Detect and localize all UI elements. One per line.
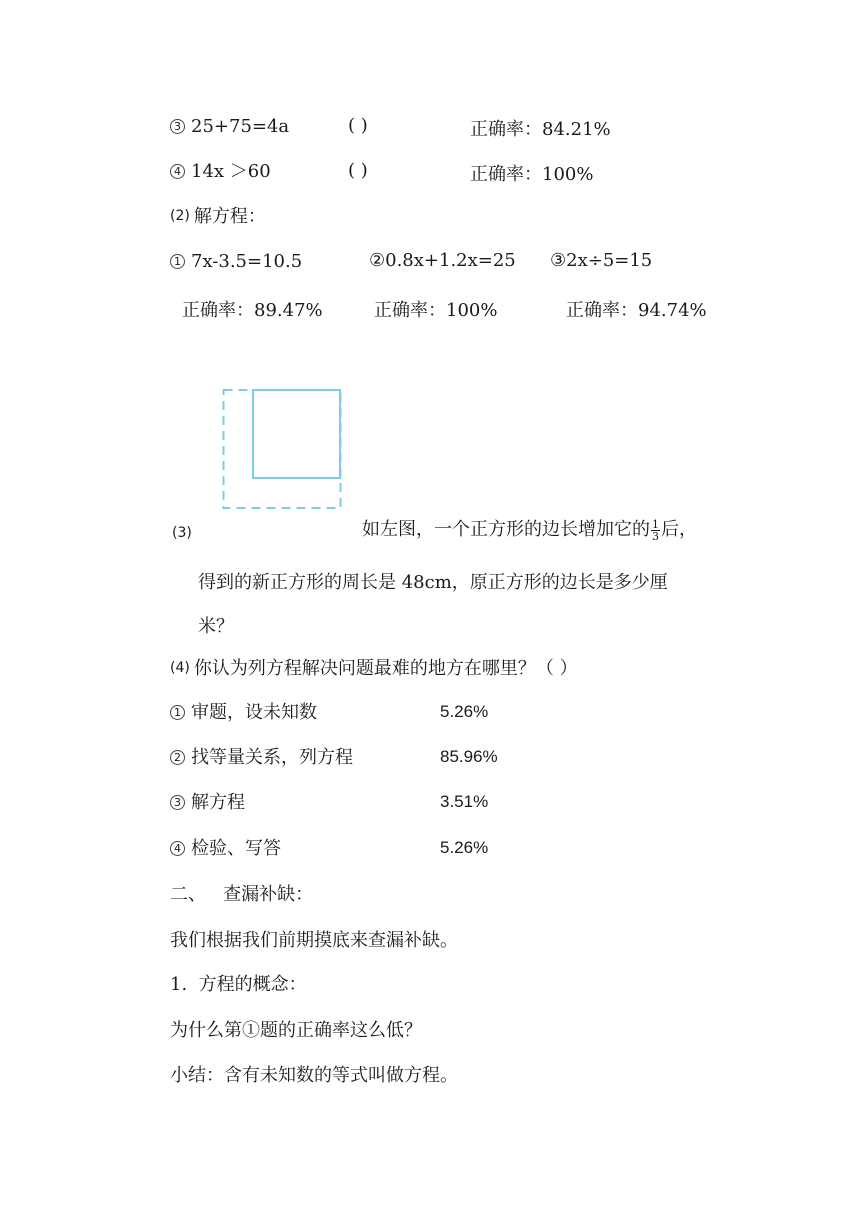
subsection-heading: 1. 方程的概念： [170, 974, 307, 995]
circled-number: 2 [170, 750, 185, 765]
question-text: 你认为列方程解决问题最难的地方在哪里？（ ） [193, 658, 578, 679]
circled-number: 1 [170, 254, 185, 269]
circled-number: 3 [170, 119, 185, 134]
q2-equation-2: ②0.8x+1.2x=25 [369, 250, 516, 271]
problem-text: 后， [661, 519, 697, 540]
fraction-numerator: 1 [652, 517, 659, 531]
question-title: 解方程： [193, 206, 266, 227]
problem-text: 如左图，一个正方形的边长增加它的 [362, 519, 650, 540]
circled-number: 4 [170, 841, 185, 856]
q3-text-line-3: 米？ [198, 616, 234, 637]
question-number: (2) [170, 208, 190, 224]
question-number: (3) [172, 525, 192, 541]
square-figure [222, 388, 342, 510]
section-intro: 我们根据我们前期摸底来查漏补缺。 [170, 930, 458, 951]
q2-equation-1 [170, 250, 302, 274]
option-label: 检验、写答 [191, 838, 281, 859]
q3-text-line-1 [362, 516, 697, 544]
question-text: 为什么第①题的正确率这么低？ [170, 1020, 422, 1041]
q4-question [170, 656, 578, 681]
q2-accuracy-1: 正确率：89.47% [182, 300, 323, 321]
q3-number [172, 524, 196, 543]
q2-equation-3: ③2x÷5=15 [550, 250, 653, 271]
fraction-denominator: 3 [652, 529, 659, 543]
option-label: 找等量关系，列方程 [191, 747, 353, 768]
q2-accuracy-3: 正确率：94.74% [566, 300, 707, 321]
q2-heading [170, 204, 266, 229]
equation: 14x ＞60 [191, 161, 271, 182]
option-percentage: 85.96% [440, 747, 498, 766]
option-percentage: 5.26% [440, 702, 489, 721]
accuracy-rate: 正确率：100% [470, 164, 594, 185]
circled-number: 4 [170, 164, 185, 179]
q4-option-3 [170, 791, 245, 815]
summary-text: 小结：含有未知数的等式叫做方程。 [170, 1065, 458, 1086]
option-label: 解方程 [191, 792, 245, 813]
q1-item-4 [170, 160, 271, 184]
q4-option-4 [170, 837, 281, 861]
answer-blank: ( ) [348, 115, 368, 136]
option-label: 审题，设未知数 [191, 702, 317, 723]
answer-blank: ( ) [348, 160, 368, 181]
accuracy-rate: 正确率：84.21% [470, 119, 611, 140]
problem-text: 得到的新正方形的周长是 48cm，原正方形的边长是多少厘 [198, 572, 668, 593]
equation: 25+75=4a [191, 116, 290, 137]
q3-text-line-2 [198, 568, 668, 594]
enlarged-square-dashed [224, 390, 341, 508]
q1-item-3 [170, 115, 289, 139]
q4-option-1 [170, 701, 317, 725]
question-number: (4) [170, 660, 190, 676]
q2-accuracy-2: 正确率：100% [374, 300, 498, 321]
original-square [253, 390, 340, 478]
circled-number: 1 [170, 705, 185, 720]
option-percentage: 5.26% [440, 838, 489, 857]
section-heading: 二、 查漏补缺： [170, 884, 314, 905]
fraction-one-third [651, 519, 660, 542]
equation: 7x-3.5=10.5 [191, 251, 303, 272]
q4-option-2 [170, 746, 353, 770]
option-percentage: 3.51% [440, 792, 489, 811]
circled-number: 3 [170, 795, 185, 810]
